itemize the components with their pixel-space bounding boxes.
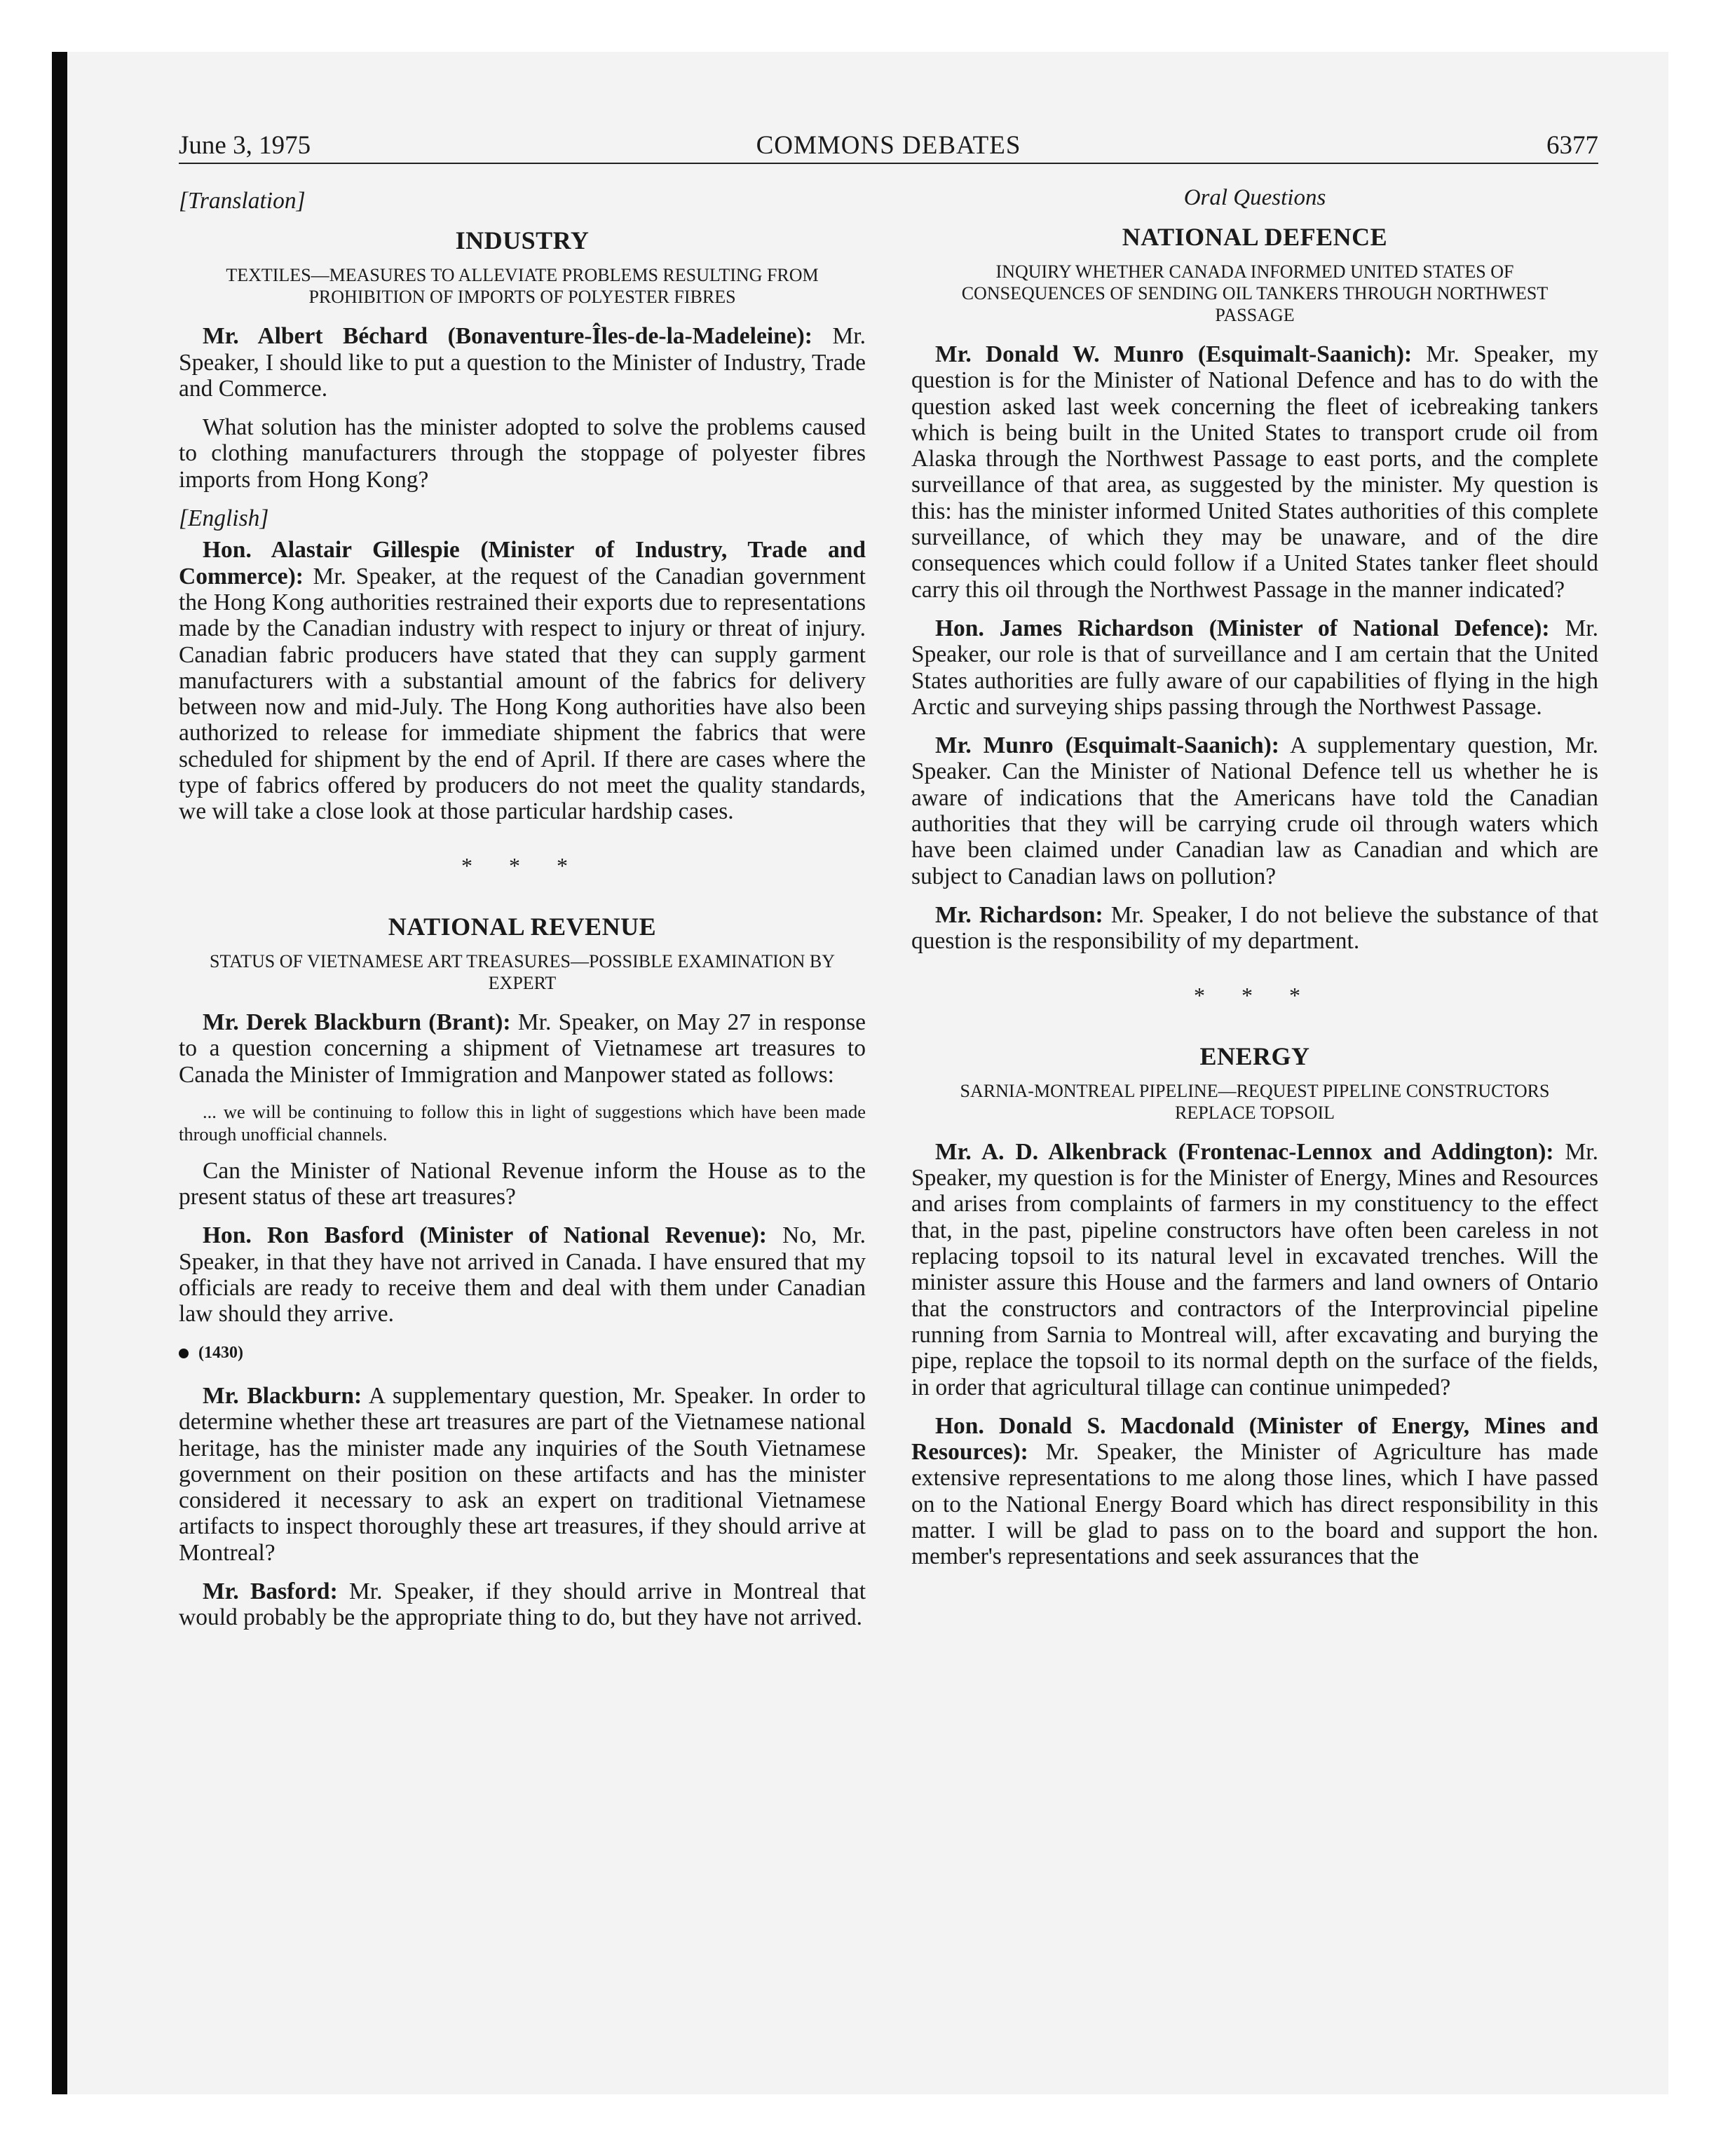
speech-munro-supplementary xyxy=(911,732,1598,889)
speech-text: Mr. Speaker, I should like to put a question to the Minister of Industry, Trade and Commerce. xyxy=(179,323,866,402)
left-column xyxy=(179,188,866,1644)
topic-heading-art-treasures: STATUS OF VIETNAMESE ART TREASURES—POSSIBLE EXAMINATION BY EXPERT xyxy=(209,950,835,993)
subject-heading-energy: ENERGY xyxy=(1199,1042,1310,1070)
running-head: Oral Questions xyxy=(1183,185,1326,210)
speech-gillespie xyxy=(179,537,866,824)
page-header xyxy=(179,130,1598,164)
subject-heading-national-defence: NATIONAL DEFENCE xyxy=(1122,223,1388,251)
speaker-name: Hon. Ron Basford (Minister of National Revenue): xyxy=(203,1222,767,1249)
speech-text: Mr. Speaker, our role is that of surveillance and I am certain that the United States authorities are fully aware of our capabilities of flying in the high Arctic and surveying ships passing through the Northwest Passage. xyxy=(911,615,1598,720)
time-stamp: (1430) xyxy=(198,1343,243,1362)
speech-basford-reply xyxy=(179,1578,866,1631)
speaker-name: Mr. Derek Blackburn (Brant): xyxy=(203,1009,511,1035)
topic-heading-northwest-passage: INQUIRY WHETHER CANADA INFORMED UNITED STATES OF CONSEQUENCES OF SENDING OIL TANKERS THROUGH NORTHWEST PASSAGE xyxy=(961,261,1549,325)
speech-blackburn xyxy=(179,1009,866,1088)
right-column xyxy=(911,185,1598,1583)
speech-text: A supplementary question, Mr. Speaker. Can the Minister of National Defence tell us whether he is aware of indications that the Americans have told the Canadian authorities that they will be carrying crude oil through waters which have been claimed under Canadian law as Canadian and which are subject to Canadian laws on pollution? xyxy=(911,732,1598,889)
speech-macdonald xyxy=(911,1413,1598,1570)
time-marker xyxy=(179,1340,866,1366)
speaker-name: Hon. Donald S. Macdonald (Minister of Energy, Mines and Resources): xyxy=(911,1412,1598,1466)
speaker-name: Mr. Donald W. Munro (Esquimalt-Saanich): xyxy=(935,341,1413,367)
speech-text: No, Mr. Speaker, in that they have not arrived in Canada. I have ensured that my officials are ready to receive them and deal with them under Canadian law should they arrive. xyxy=(179,1222,866,1328)
speech-bechard xyxy=(179,323,866,402)
speech-text: Mr. Speaker, my question is for the Minister of Energy, Mines and Resources and arises from complaints of farmers in my constituency to the effect that, in the past, pipeline constructors have often been careless in not replacing topsoil to its natural level in excavated trenches. Will the minister assure this House and the farmers and land owners of Ontario that the constructors and contractors of the Interprovincial pipeline running from Sarnia to Montreal will, after excavating and burying the pipe, replace the topsoil to its normal depth on the surface of the fields, in order that agricultural tillage can continue unimpeded? xyxy=(911,1138,1598,1400)
speech-richardson xyxy=(911,615,1598,720)
section-separator: * * * xyxy=(461,852,583,878)
speaker-name: Mr. Richardson: xyxy=(935,901,1103,928)
speech-munro xyxy=(911,341,1598,603)
translation-note: [Translation] xyxy=(179,188,306,214)
speech-blackburn-supplementary xyxy=(179,1383,866,1566)
speaker-name: Hon. James Richardson (Minister of National Defence): xyxy=(935,615,1550,641)
speech-bechard-continued: What solution has the minister adopted to solve the problems caused to clothing manufacturers through the stoppage of polyester fibres imports from Hong Kong? xyxy=(179,414,866,493)
section-separator: * * * xyxy=(1194,982,1316,1008)
subject-heading-national-revenue: NATIONAL REVENUE xyxy=(388,912,657,941)
speech-text: A supplementary question, Mr. Speaker. In order to determine whether these art treasures are part of the Vietnamese national heritage, has the minister made any inquiries of the South Vietnamese government on their position on these artifacts and has the minister considered it necessary to ask an expert on traditional Vietnamese artifacts to inspect thoroughly these art treasures, if they should arrive at Montreal? xyxy=(179,1382,866,1566)
header-date: June 3, 1975 xyxy=(179,131,311,160)
speech-text: Mr. Speaker, if they should arrive in Montreal that would probably be the appropriate thing to do, but they have not arrived. xyxy=(179,1578,866,1631)
subject-heading-industry: INDUSTRY xyxy=(455,226,590,255)
speaker-name: Mr. Basford: xyxy=(203,1578,338,1604)
speech-basford xyxy=(179,1222,866,1327)
speaker-name: Hon. Alastair Gillespie (Minister of Industry, Trade and Commerce): xyxy=(179,537,866,589)
speaker-name: Mr. Blackburn: xyxy=(203,1382,362,1409)
speech-text: Mr. Speaker, the Minister of Agriculture has made extensive representations to me along those lines, which I have passed on to the National Energy Board which has direct responsibility in this matter. I will be glad to pass on to the board and support the hon. member's representations and seek assurances that the xyxy=(911,1439,1598,1570)
speech-text: Mr. Speaker, I do not believe the substance of that question is the responsibility of my department. xyxy=(911,901,1598,955)
speaker-name: Mr. Munro (Esquimalt-Saanich): xyxy=(935,732,1279,759)
header-page-number: 6377 xyxy=(1546,131,1598,160)
speech-text: Mr. Speaker, on May 27 in response to a question concerning a shipment of Vietnamese art treasures to Canada the Minister of Immigration and Manpower stated as follows: xyxy=(179,1009,866,1088)
binding-edge xyxy=(52,52,67,2094)
topic-heading-textiles: TEXTILES—MEASURES TO ALLEVIATE PROBLEMS RESULTING FROM PROHIBITION OF IMPORTS OF POLYESTER FIBRES xyxy=(226,265,819,308)
speaker-name: Mr. Albert Béchard (Bonaventure-Îles-de-la-Madeleine): xyxy=(203,323,812,350)
speech-alkenbrack xyxy=(911,1139,1598,1400)
header-title: COMMONS DEBATES xyxy=(756,131,1021,160)
speech-text: Mr. Speaker, my question is for the Minister of National Defence and has to do with the question asked last week concerning the fleet of icebreaking tankers which is being built in the United States to transport crude oil from Alaska through the Northwest Passage to east ports, and the complete surveillance of that area, as suggested by the minister. My question is this: has the minister informed United States authorities of this complete surveillance, of which they may be unaware, and of the dire consequences which could follow if a United States tanker fleet should carry this oil through the Northwest Passage in the manner indicated? xyxy=(911,341,1598,603)
speaker-name: Mr. A. D. Alkenbrack (Frontenac-Lennox and Addington): xyxy=(935,1138,1554,1165)
speech-text: Mr. Speaker, at the request of the Canadian government the Hong Kong authorities restrained their exports due to representations made by the Canadian industry with respect to injury or threat of injury. Canadian fabric producers have stated that they can supply garment manufacturers with a substantial amount of the fabrics for delivery between now and mid-July. The Hong Kong authorities have also been authorized to release for immediate shipment the fabrics that were scheduled for shipment by the end of April. If there are cases where the type of fabrics offered by producers do not meet the quality standards, we will take a close look at those particular hardship cases. xyxy=(179,563,866,825)
block-quote: ... we will be continuing to follow this in light of suggestions which have been made through unofficial channels. xyxy=(179,1100,866,1145)
topic-heading-pipeline: SARNIA-MONTREAL PIPELINE—REQUEST PIPELINE CONSTRUCTORS REPLACE TOPSOIL xyxy=(960,1080,1550,1123)
bullet-icon xyxy=(179,1349,189,1358)
english-note: [English] xyxy=(179,505,269,532)
speech-blackburn-continued: Can the Minister of National Revenue inform the House as to the present status of these art treasures? xyxy=(179,1157,866,1210)
speech-richardson-reply xyxy=(911,902,1598,955)
